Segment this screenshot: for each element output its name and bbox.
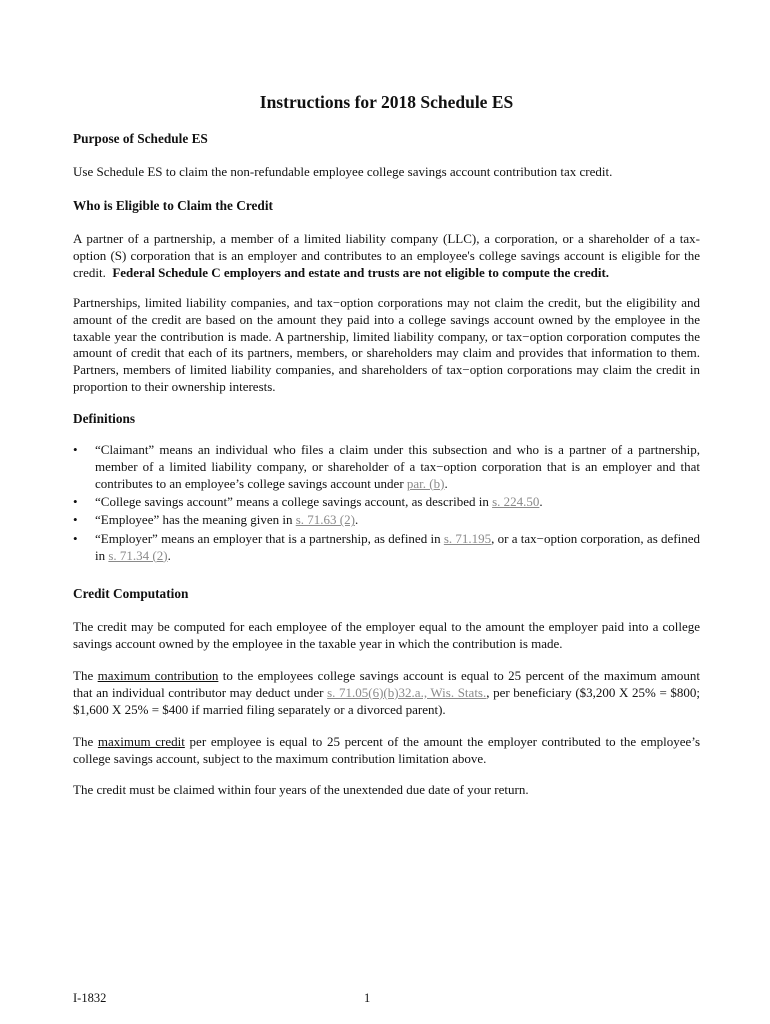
- bullet-icon: •: [73, 493, 78, 509]
- purpose-heading: Purpose of Schedule ES: [73, 131, 208, 146]
- claimant-text: “Claimant” means an individual who files a claim under this subsection and who is a partner of a partnership, member of a limited liability company, or shareholder of a tax−option corporation that is an employer and that contributes to an employee’s college savings account under: [95, 442, 700, 491]
- period: .: [167, 547, 171, 563]
- page-number: 1: [364, 991, 371, 1005]
- credit-paragraph-4: The credit must be claimed within four years of the unextended due date of your return.: [73, 782, 529, 797]
- par-b-link[interactable]: par. (b): [406, 475, 445, 491]
- maximum-contribution-term: maximum contribution: [97, 668, 219, 683]
- p3-b: per employee is equal to 25 percent of the amount the employer contributed to the employee’s college savings account, subject to the maximum contribution limitation above.: [73, 734, 700, 766]
- definition-employer: [73, 531, 700, 565]
- eligible-p1-bold: Federal Schedule C employers and estate and trusts are not eligible to compute the credit.: [112, 264, 610, 280]
- bullet-icon: •: [73, 512, 78, 528]
- employee-text: “Employee” has the meaning given in: [95, 512, 296, 528]
- definition-college-savings: [73, 494, 700, 511]
- p3-a: The: [73, 734, 98, 749]
- p2-b: to the employees college savings account is equal to 25 percent of the maximum amount that an individual contributor may deduct under: [73, 668, 701, 700]
- bullet-icon: •: [73, 530, 78, 546]
- definitions-heading: Definitions: [73, 411, 136, 426]
- maximum-credit-term: maximum credit: [97, 734, 185, 749]
- definition-claimant: [73, 442, 700, 492]
- period: .: [539, 493, 543, 509]
- purpose-text: Use Schedule ES to claim the non-refundable employee college savings account contribution tax credit.: [73, 164, 613, 179]
- period: .: [444, 475, 448, 491]
- credit-paragraph-3: [73, 734, 700, 768]
- eligible-heading: Who is Eligible to Claim the Credit: [73, 198, 273, 213]
- credit-paragraph-1: The credit may be computed for each employee of the employer equal to the amount the employer paid into a college savings account owned by the employee in the taxable year in which the contribution is made.: [73, 619, 700, 651]
- eligible-p1-text: A partner of a partnership, a member of a limited liability company (LLC), a corporation, or a shareholder of a tax-option (S) corporation that is an employer and contributes to an employee's college savings account is eligible for the credit.: [73, 231, 700, 280]
- definition-employee: [73, 512, 700, 529]
- credit-paragraph-2: [73, 668, 700, 718]
- bullet-icon: •: [73, 442, 78, 457]
- college-text: “College savings account” means a college savings account, as described in: [95, 493, 493, 509]
- p2-c: , per beneficiary ($3,200 X 25% = $800; $1,600 X 25% = $400 if married filing separately or a divorced parent).: [73, 684, 700, 717]
- eligible-paragraph-1: [73, 231, 700, 281]
- employer-text: “Employer” means an employer that is a partnership, as defined in: [95, 530, 444, 546]
- s-71-195-link[interactable]: s. 71.195: [443, 530, 492, 546]
- period: .: [354, 512, 359, 528]
- s-71-63-link[interactable]: s. 71.63 (2): [295, 512, 355, 528]
- s-224-50-link[interactable]: s. 224.50: [492, 493, 540, 509]
- credit-heading: Credit Computation: [73, 586, 189, 601]
- s-71-34-link[interactable]: s. 71.34 (2): [108, 547, 168, 563]
- definitions-list: [73, 442, 700, 566]
- employer-mid-text: , or a tax−option corporation, as defined in: [95, 530, 701, 563]
- document-title: Instructions for 2018 Schedule ES: [259, 92, 514, 112]
- p2-a: The: [73, 668, 98, 683]
- form-number: I-1832: [73, 991, 107, 1005]
- eligible-paragraph-2: Partnerships, limited liability companies, and tax−option corporations may not claim the credit, but the eligibility and amount of the credit are based on the amount they paid into a college savings account owned by the employee in the taxable year the contribution is made. A partnership, limited liability company, or tax−option corporation computes the amount of credit that each of its partners, members, or shareholders may claim and provides that information to them. Partners, members of limited liability companies, and shareholders of tax−option corporations may claim the credit in proportion to their ownership interests.: [73, 295, 700, 394]
- wis-stats-link[interactable]: s. 71.05(6)(b)32.a., Wis. Stats.: [327, 684, 487, 700]
